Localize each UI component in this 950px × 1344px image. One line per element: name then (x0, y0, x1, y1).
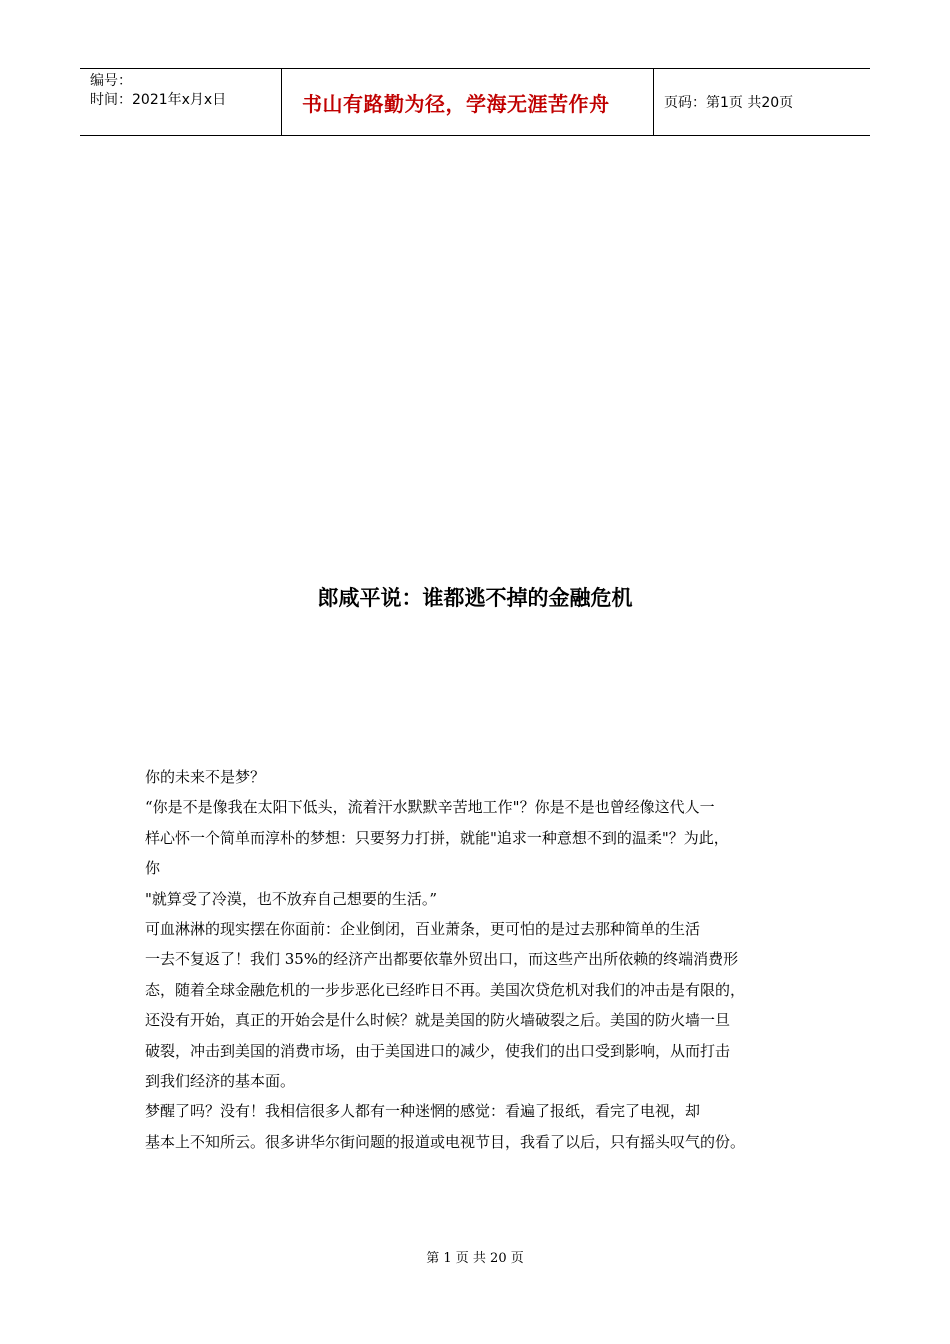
body-line: 基本上不知所云。很多讲华尔街问题的报道或电视节目，我看了以后，只有摇头叹气的份。 (145, 1132, 746, 1151)
header-meta-cell (80, 69, 282, 135)
header-page-info: 页码：第1页 共20页 (664, 95, 794, 111)
header-table (80, 68, 870, 136)
page-footer: 第 1 页 共 20 页 (426, 1251, 524, 1266)
document-body (145, 762, 815, 1157)
body-line: "就算受了冷漠，也不放弃自己想要的生活。” (145, 889, 438, 908)
header-motto: 书山有路勤为径，学海无涯苦作舟 (282, 69, 654, 135)
body-line: 还没有开始，真正的开始会是什么时候？就是美国的防火墙破裂之后。美国的防火墙一旦 (145, 1011, 731, 1030)
document-number-label: 编号： (90, 73, 132, 89)
body-line: 态，随着全球金融危机的一步步恶化已经昨日不再。美国次贷危机对我们的冲击是有限的， (145, 980, 746, 999)
document-time-label: 时间：2021年x月x日 (90, 92, 227, 108)
body-line: 你 (145, 859, 161, 878)
body-line: 可血淋淋的现实摆在你面前：企业倒闭，百业萧条，更可怕的是过去那种简单的生活 (145, 919, 701, 938)
body-line: 一去不复返了！我们 35%的经济产出都要依靠外贸出口，而这些产出所依赖的终端消费形 (145, 950, 739, 969)
body-line: 到我们经济的基本面。 (145, 1071, 296, 1090)
body-line: 你的未来不是梦？ (145, 768, 266, 786)
body-line: 梦醒了吗？没有！我相信很多人都有一种迷惘的感觉：看遍了报纸，看完了电视，却 (145, 1102, 701, 1121)
body-line: 破裂，冲击到美国的消费市场，由于美国进口的减少，使我们的出口受到影响，从而打击 (145, 1041, 731, 1060)
document-title: 郎咸平说：谁都逃不掉的金融危机 (317, 586, 633, 610)
body-line: “你是不是像我在太阳下低头，流着汗水默默辛苦地工作"？你是不是也曾经像这代人一 (145, 798, 715, 817)
body-line: 样心怀一个简单而淳朴的梦想：只要努力打拼，就能"追求一种意想不到的温柔"？为此， (145, 828, 729, 847)
